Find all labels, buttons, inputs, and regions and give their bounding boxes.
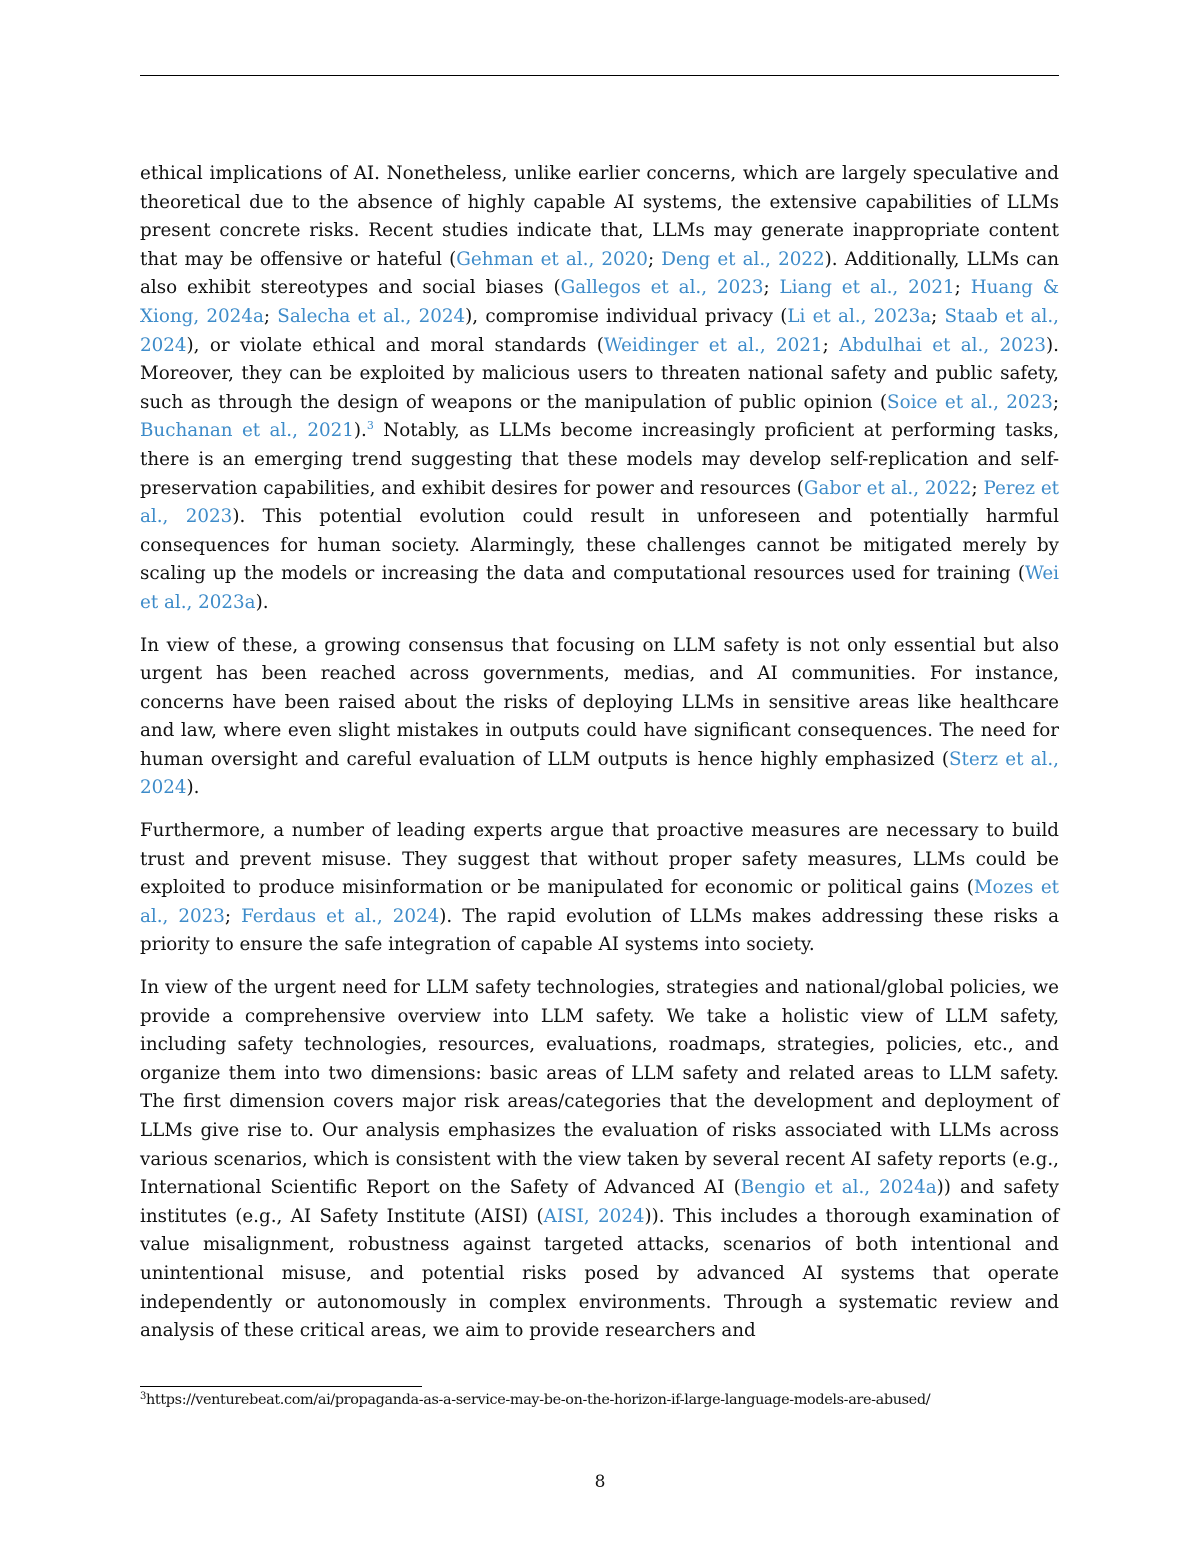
citation-salecha-2024[interactable]: Salecha et al., 2024 — [277, 305, 466, 327]
citation-soice-2023[interactable]: Soice et al., 2023 — [887, 391, 1053, 413]
separator: ; — [954, 277, 971, 299]
citation-aisi-2024[interactable]: AISI, 2024 — [543, 1205, 645, 1227]
page-number: 8 — [594, 1472, 606, 1492]
text-run: Furthermore, a number of leading experts argue that proactive measures are necessary to build trust and prevent misuse. They suggest that without proper safety measures, LLMs could be exploited to produce misinformation or be manipulated for economic or political gains ( — [140, 820, 1059, 899]
citation-gallegos-2023[interactable]: Gallegos et al., 2023 — [560, 277, 764, 299]
text-run: In view of the urgent need for LLM safety technologies, strategies and national/global policies, we provide a comprehensive overview into LLM safety. We take a holistic view of LLM safety, including safety technologies, resources, evaluations, roadmaps, strategies, policies, etc., and organize them into two dimensions: basic areas of LLM safety and related areas to LLM safety. The first dimension covers major risk areas/categories that the development and deployment of LLMs give rise to. Our analysis emphasizes the evaluation of risks associated with LLMs across various scenarios, which is consistent with the view taken by several recent AI safety reports (e.g., International Scientific Report on the Safety of Advanced AI ( — [140, 977, 1059, 1199]
citation-sterz-2024[interactable]: Sterz et al., 2024 — [140, 748, 1059, 799]
text-run: ). — [186, 777, 200, 799]
separator: ; — [763, 277, 780, 299]
citation-perez-2023[interactable]: Perez et al., 2023 — [140, 477, 1059, 528]
footnote-marker: 3 — [140, 1391, 147, 1402]
main-text — [140, 160, 1059, 1360]
header-rule — [140, 75, 1059, 76]
footnote-rule — [140, 1386, 422, 1387]
citation-wei-2023a[interactable]: Wei et al., 2023a — [140, 563, 1059, 613]
paragraph-2 — [140, 632, 1059, 804]
citation-buchanan-2021[interactable]: Buchanan et al., 2021 — [140, 420, 354, 442]
citation-weidinger-2021[interactable]: Weidinger et al., 2021 — [603, 334, 823, 356]
separator: ; — [647, 248, 662, 270]
citation-li-2023a[interactable]: Li et al., 2023a — [787, 305, 932, 327]
separator: ; — [224, 905, 242, 927]
citation-mozes-2023[interactable]: Mozes et al., 2023 — [140, 877, 1059, 927]
citation-liang-2021[interactable]: Liang et al., 2021 — [779, 277, 955, 299]
text-run: ethical implications of AI. Nonetheless, unlike earlier concerns, which are largely speculative and theoretical due to the absence of highly capable AI systems, the extensive capabilities of LLMs present concrete risks. Recent studies indicate that, LLMs may generate inappropriate content that may be offensive or hateful ( — [140, 163, 1059, 270]
paragraph-4 — [140, 974, 1059, 1346]
citation-abdulhai-2023[interactable]: Abdulhai et al., 2023 — [839, 334, 1047, 356]
text-run: ). — [353, 420, 367, 442]
separator: ; — [263, 305, 278, 327]
text-run: ), or violate ethical and moral standards ( — [186, 334, 604, 356]
citation-staab-2024[interactable]: Staab et al., 2024 — [140, 305, 1059, 356]
paragraph-1 — [140, 160, 1059, 618]
citation-deng-2022[interactable]: Deng et al., 2022 — [661, 248, 825, 270]
footnote-url[interactable]: https://venturebeat.com/ai/propaganda-as-a-service-may-be-on-the-horizon-if-large-language-models-are-abused/ — [146, 1392, 931, 1408]
text-run: ). The rapid evolution of LLMs makes addressing these risks a priority to ensure the safe integration of capable AI systems into society. — [140, 905, 1059, 956]
separator: ; — [931, 305, 945, 327]
separator: ; — [822, 334, 840, 356]
separator: ; — [1052, 391, 1060, 413]
text-run: )) and safety institutes (e.g., AI Safety Institute (AISI) ( — [140, 1177, 1059, 1227]
text-run: In view of these, a growing consensus that focusing on LLM safety is not only essential but also urgent has been reached across governments, medias, and AI communities. For instance, concerns have been raised about the risks of deploying LLMs in sensitive areas like healthcare and law, where even slight mistakes in outputs could have significant consequences. The need for human oversight and careful evaluation of LLM outputs is hence highly emphasized ( — [140, 634, 1059, 770]
citation-ferdaus-2024[interactable]: Ferdaus et al., 2024 — [241, 905, 440, 927]
text-run: ), compromise individual privacy ( — [465, 305, 788, 327]
text-run: ). Additionally, LLMs can also exhibit stereotypes and social biases ( — [140, 248, 1059, 299]
text-run: Notably, as LLMs become increasingly proficient at performing tasks, there is an emerging trend suggesting that these models may develop self-replication and self-preservation capabilities, and exhibit desires for power and resources ( — [140, 420, 1060, 499]
text-run: ). — [255, 591, 269, 613]
citation-huang-xiong-2024a[interactable]: Huang & Xiong, 2024a — [140, 277, 1059, 327]
footnote-reference[interactable]: 3 — [366, 419, 374, 433]
text-run: ). Moreover, they can be exploited by malicious users to threaten national safety and public safety, such as through the design of weapons or the manipulation of public opinion ( — [140, 334, 1059, 413]
paragraph-3 — [140, 817, 1059, 960]
citation-gehman-2020[interactable]: Gehman et al., 2020 — [456, 248, 648, 270]
citation-bengio-2024a[interactable]: Bengio et al., 2024a — [740, 1177, 937, 1199]
separator: ; — [971, 477, 984, 499]
footnote — [140, 1389, 1059, 1411]
citation-gabor-2022[interactable]: Gabor et al., 2022 — [803, 477, 972, 499]
text-run: ). This potential evolution could result in unforeseen and potentially harmful consequences for human society. Alarmingly, these challenges cannot be mitigated merely by scaling up the models or increasing the data and computational resources used for training ( — [140, 506, 1059, 585]
text-run: )). This includes a thorough examination of value misalignment, robustness against targeted attacks, scenarios of both intentional and unintentional misuse, and potential risks posed by advanced AI systems that operate independently or autonomously in complex environments. Through a systematic review and analysis of these critical areas, we aim to provide researchers and — [140, 1205, 1060, 1342]
